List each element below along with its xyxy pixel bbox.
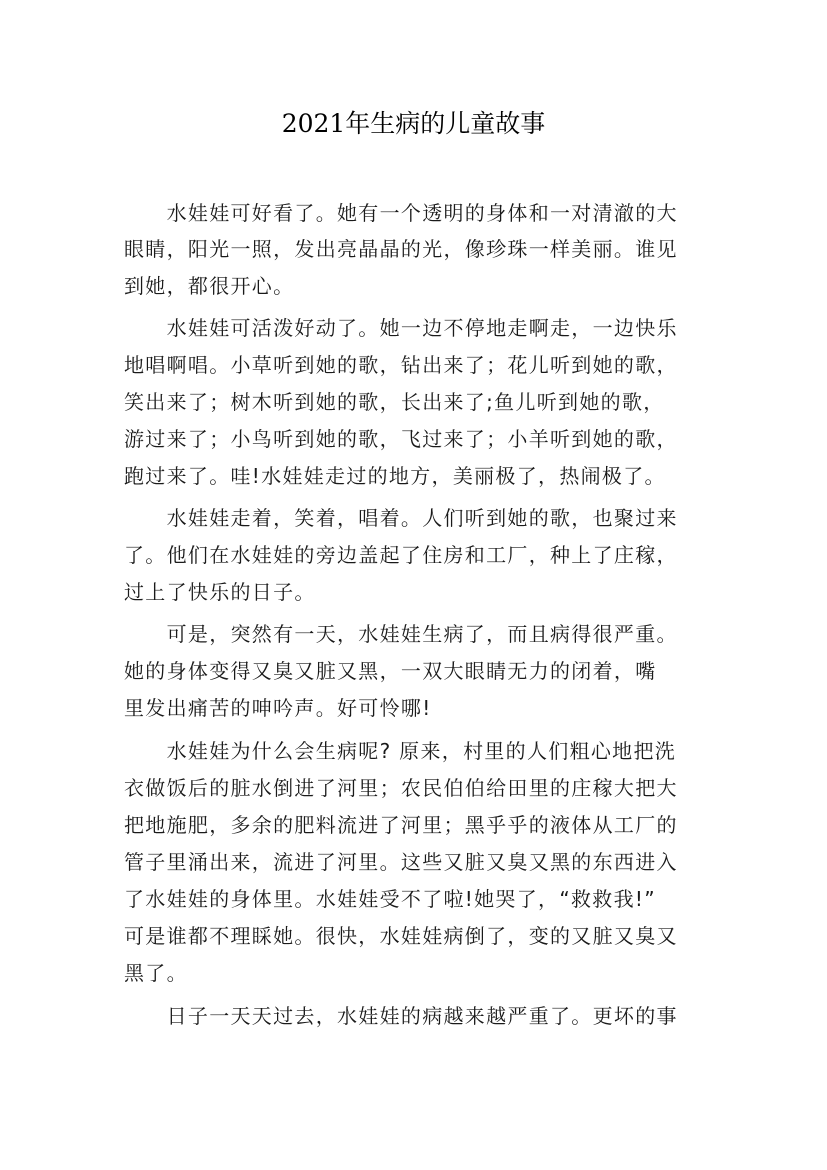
text-line: 笑出来了；树木听到她的歌，长出来了;鱼儿听到她的歌， — [124, 390, 665, 414]
text-line: 日子一天天过去，水娃娃的病越来越严重了。更坏的事 — [124, 1004, 678, 1028]
text-line: 管子里涌出来，流进了河里。这些又脏又臭又黑的东西进入 — [124, 850, 678, 874]
text-line: 了水娃娃的身体里。水娃娃受不了啦!她哭了，“救救我!” — [124, 887, 656, 911]
document-title: 2021年生病的儿童故事 — [281, 109, 546, 138]
text-line: 水娃娃走着，笑着，唱着。人们听到她的歌，也聚过来 — [124, 506, 678, 530]
text-line: 水娃娃可活泼好动了。她一边不停地走啊走，一边快乐 — [124, 316, 678, 340]
text-line: 可是，突然有一天，水娃娃生病了，而且病得很严重。 — [124, 622, 678, 646]
text-line: 她的身体变得又臭又脏又黑，一双大眼睛无力的闭着，嘴 — [124, 659, 657, 683]
text-line: 到她，都很开心。 — [124, 274, 295, 298]
text-line: 把地施肥，多余的肥料流进了河里；黑乎乎的液体从工厂的 — [124, 813, 678, 837]
text-line: 地唱啊唱。小草听到她的歌，钻出来了；花儿听到她的歌， — [124, 353, 678, 377]
text-line: 眼睛，阳光一照，发出亮晶晶的光，像珍珠一样美丽。谁见 — [124, 237, 678, 261]
text-line: 水娃娃可好看了。她有一个透明的身体和一对清澈的大 — [124, 201, 678, 225]
text-line: 可是谁都不理睬她。很快，水娃娃病倒了，变的又脏又臭又 — [124, 924, 678, 948]
text-line: 水娃娃为什么会生病呢? 原来，村里的人们粗心地把洗 — [124, 739, 677, 763]
text-line: 里发出痛苦的呻吟声。好可怜哪! — [124, 696, 432, 720]
text-line: 过上了快乐的日子。 — [124, 580, 316, 604]
text-line: 了。他们在水娃娃的旁边盖起了住房和工厂，种上了庄稼， — [124, 543, 678, 567]
text-line: 跑过来了。哇!水娃娃走过的地方，美丽极了，热闹极了。 — [124, 464, 666, 488]
text-line: 衣做饭后的脏水倒进了河里；农民伯伯给田里的庄稼大把大 — [124, 776, 678, 800]
text-line: 黑了。 — [124, 961, 188, 985]
text-line: 游过来了；小鸟听到她的歌，飞过来了；小羊听到她的歌， — [124, 427, 678, 451]
